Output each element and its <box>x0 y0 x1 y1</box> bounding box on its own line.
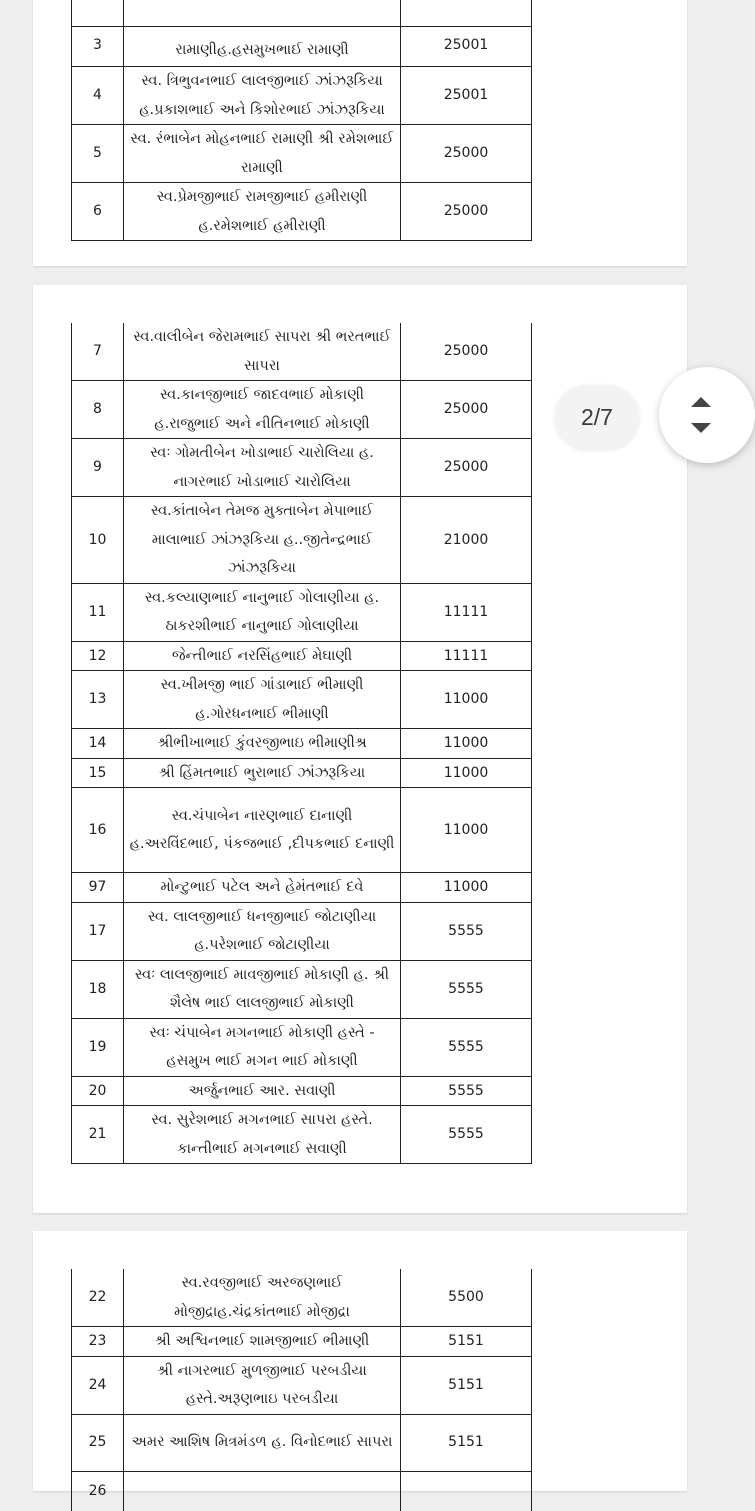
serial-number-cell <box>72 0 124 27</box>
amount-cell: 5555 <box>401 902 532 960</box>
donor-table <box>71 1269 532 1511</box>
amount-cell: 5151 <box>401 1414 532 1471</box>
table-row <box>72 960 532 1018</box>
serial-number-cell: 21 <box>72 1106 124 1164</box>
table-row <box>72 641 532 671</box>
amount-cell: 5555 <box>401 1018 532 1076</box>
serial-number-cell: 17 <box>72 902 124 960</box>
amount-cell: 11000 <box>401 671 532 729</box>
donor-name-cell: સ્વઃ ચંપાબેન મગનભાઈ મોકાણી હસ્તે - હસમુખ ભાઈ મગન ભાઈ મોકાણી <box>124 1018 401 1076</box>
serial-number-cell: 7 <box>72 323 124 381</box>
donor-name-cell: સ્વ.વાલીબેન જેરામભાઈ સાપરા શ્રી ભરતભાઈ સાપરા <box>124 323 401 381</box>
table-row <box>72 381 532 439</box>
donor-name-cell: સ્વ.ખીમજી ભાઈ ગાંડાભાઈ ભીમાણી હ.ગોરધનભાઈ ભીમાણી <box>124 671 401 729</box>
donor-name-cell: સ્વ.પ્રેમજીભાઈ રામજીભાઈ હમીરાણી હ.રમેશભાઈ હમીરાણી <box>124 183 401 241</box>
amount-cell: 11000 <box>401 729 532 759</box>
table-row <box>72 1414 532 1471</box>
serial-number-cell: 13 <box>72 671 124 729</box>
table-row <box>72 1356 532 1414</box>
donor-name-cell: સ્વ.ચંપાબેન નારણભાઈ દાનાણી હ.અરવિંદભાઈ, પંકજભાઈ ,દીપકભાઈ દનાણી <box>124 788 401 873</box>
amount-cell: 25000 <box>401 381 532 439</box>
table-row <box>72 729 532 759</box>
serial-number-cell: 8 <box>72 381 124 439</box>
serial-number-cell: 97 <box>72 873 124 903</box>
donor-name-cell: મોન્ટુભાઈ પટેલ અને હેમંતભાઈ દવે <box>124 873 401 903</box>
amount-cell: 11111 <box>401 641 532 671</box>
serial-number-cell: 20 <box>72 1076 124 1106</box>
amount-cell: 11000 <box>401 758 532 788</box>
donor-name-cell: સ્વ. રંભાબેન મોહનભાઈ રામાણી શ્રી રમેશભાઈ રામાણી <box>124 125 401 183</box>
table-row <box>72 497 532 584</box>
amount-cell: 25000 <box>401 439 532 497</box>
serial-number-cell: 22 <box>72 1269 124 1327</box>
amount-cell: 25000 <box>401 183 532 241</box>
table-row <box>72 1106 532 1164</box>
serial-number-cell: 10 <box>72 497 124 584</box>
serial-number-cell: 5 <box>72 125 124 183</box>
donor-name-cell: સ્વ.કાનજીભાઈ જાદવભાઈ મોકાણી હ.રાજુભાઈ અને નીતિનભાઈ મોકાણી <box>124 381 401 439</box>
table-row <box>72 583 532 641</box>
table-row <box>72 758 532 788</box>
amount-cell: 11000 <box>401 788 532 873</box>
amount-cell: 25001 <box>401 67 532 125</box>
amount-cell: 5500 <box>401 1269 532 1327</box>
table-row <box>72 788 532 873</box>
donor-name-cell: સ્વ. ત્રિભુવનભાઈ લાલજીભાઈ ઝાંઝરૂકિયા હ.પ્રકાશભાઈ અને કિશોરભાઈ ઝાંઝરૂકિયા <box>124 67 401 125</box>
amount-cell: 25000 <box>401 323 532 381</box>
document-page-1 <box>33 0 687 266</box>
amount-cell: 25000 <box>401 125 532 183</box>
table-row <box>72 67 532 125</box>
donor-name-cell: શ્રી નાગરભાઈ મુળજીભાઈ પરબડીયા હસ્તે.અરૂણભાઇ પરબડીયા <box>124 1356 401 1414</box>
serial-number-cell: 25 <box>72 1414 124 1471</box>
serial-number-cell: 16 <box>72 788 124 873</box>
document-page-3 <box>33 1231 687 1499</box>
donor-name-cell: અમર આશિષ મિત્રમંડળ હ. વિનોદભાઈ સાપરા <box>124 1414 401 1471</box>
donor-table <box>71 0 532 241</box>
table-row <box>72 1269 532 1327</box>
amount-cell: 5151 <box>401 1327 532 1357</box>
table-row <box>72 125 532 183</box>
amount-cell: 11000 <box>401 873 532 903</box>
table-row <box>72 0 532 27</box>
table-row <box>72 27 532 67</box>
donor-name-cell: સ્વ.રવજીભાઈ અરજણભાઈ મોજીદ્રાહ.ચંદ્રકાંતભાઈ મોજીદ્રા <box>124 1269 401 1327</box>
amount-cell: 5555 <box>401 960 532 1018</box>
serial-number-cell: 18 <box>72 960 124 1018</box>
serial-number-cell: 4 <box>72 67 124 125</box>
up-down-chevrons-icon <box>689 395 713 435</box>
serial-number-cell: 24 <box>72 1356 124 1414</box>
serial-number-cell: 26 <box>72 1471 124 1511</box>
amount-cell <box>401 1471 532 1511</box>
donor-name-cell: શ્રી હિંમતભાઈ ભુરાભાઈ ઝાંઝરૂકિયા <box>124 758 401 788</box>
table-row <box>72 323 532 381</box>
donor-name-cell: સ્વઃ લાલજીભાઈ માવજીભાઈ મોકાણી હ. શ્રી શૈલેષ ભાઈ લાલજીભાઈ મોકાણી <box>124 960 401 1018</box>
donor-table <box>71 323 532 1164</box>
donor-name-cell: સ્વ.કલ્યાણભાઈ નાનુભાઈ ગોલાણીયા હ. ઠાકરશીભાઈ નાનુભાઈ ગોલાણીયા <box>124 583 401 641</box>
table-row <box>72 1327 532 1357</box>
table-row <box>72 1471 532 1511</box>
serial-number-cell: 9 <box>72 439 124 497</box>
page-indicator: 2/7 <box>555 385 639 449</box>
donor-name-cell: સ્વ. સુરેશભાઈ મગનભાઈ સાપરા હસ્તે. કાન્તીભાઈ મગનભાઈ સવાણી <box>124 1106 401 1164</box>
amount-cell: 5555 <box>401 1106 532 1164</box>
serial-number-cell: 11 <box>72 583 124 641</box>
serial-number-cell: 23 <box>72 1327 124 1357</box>
table-row <box>72 902 532 960</box>
table-row <box>72 671 532 729</box>
donor-name-cell: અર્જુનભાઈ આર. સવાણી <box>124 1076 401 1106</box>
scroll-handle[interactable] <box>659 367 755 463</box>
table-row <box>72 183 532 241</box>
amount-cell <box>401 0 532 27</box>
donor-name-cell <box>124 0 401 27</box>
serial-number-cell: 12 <box>72 641 124 671</box>
table-row <box>72 873 532 903</box>
serial-number-cell: 19 <box>72 1018 124 1076</box>
table-row <box>72 1018 532 1076</box>
serial-number-cell: 15 <box>72 758 124 788</box>
serial-number-cell: 14 <box>72 729 124 759</box>
serial-number-cell: 3 <box>72 27 124 67</box>
table-row <box>72 1076 532 1106</box>
donor-name-cell: સ્વ. લાલજીભાઈ ધનજીભાઈ જોટાણીયા હ.પરેશભાઈ જોટાણીયા <box>124 902 401 960</box>
amount-cell: 5555 <box>401 1076 532 1106</box>
donor-name-cell: શ્રીભીખાભાઈ કુંવરજીભાઇ ભીમાણીશ્ર <box>124 729 401 759</box>
amount-cell: 25001 <box>401 27 532 67</box>
donor-name-cell: શ્રી અશ્વિનભાઈ શામજીભાઈ ભીમાણી <box>124 1327 401 1357</box>
donor-name-cell: સ્વઃ ગોમતીબેન ખોડાભાઈ ચારોલિયા હ. નાગરભાઈ ખોડાભાઈ ચારોલિયા <box>124 439 401 497</box>
serial-number-cell: 6 <box>72 183 124 241</box>
donor-name-cell <box>124 1471 401 1511</box>
donor-name-cell: સ્વ.કાંતાબેન તેમજ મુક્તાબેન મેપાભાઈ માલાભાઈ ઝાંઝરૂકિયા હ..જીતેન્દ્રભાઈ ઝાંઝરૂકિયા <box>124 497 401 584</box>
amount-cell: 5151 <box>401 1356 532 1414</box>
donor-name-cell: રામાણીહ.હસમુખભાઈ રામાણી <box>124 27 401 67</box>
donor-name-cell: જેન્તીભાઈ નરસિંહભાઈ મેઘાણી <box>124 641 401 671</box>
table-row <box>72 439 532 497</box>
amount-cell: 21000 <box>401 497 532 584</box>
amount-cell: 11111 <box>401 583 532 641</box>
